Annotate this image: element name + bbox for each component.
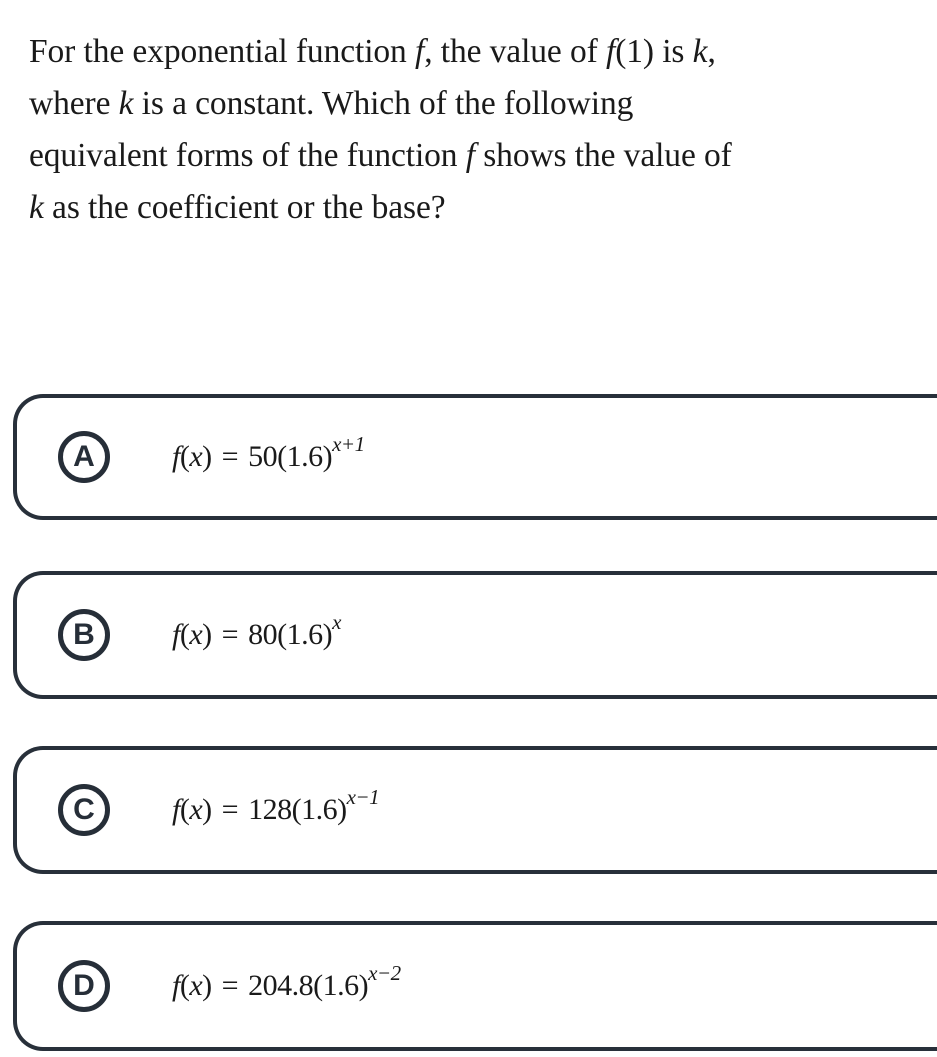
formula-paren: (: [179, 440, 190, 473]
question-line-1: [29, 26, 909, 78]
question-line-4: [29, 182, 909, 234]
question-text-segment: equivalent forms of the function: [29, 137, 466, 174]
question-text-segment: is a constant. Which of the following: [133, 85, 634, 122]
question-text-segment: shows the value of: [474, 137, 732, 174]
formula-equals: =: [221, 618, 239, 651]
option-letter-c: C: [58, 784, 110, 836]
question-text-segment: as the coefficient or the base?: [43, 189, 446, 226]
answer-option-c[interactable]: [13, 746, 937, 874]
option-letter-d: D: [58, 960, 110, 1012]
question-text-segment: where: [29, 85, 119, 122]
question-text-segment: (1) is: [615, 33, 693, 70]
constant-symbol: k: [118, 85, 134, 122]
question-line-2: [29, 78, 909, 130]
formula-exponent: x−1: [346, 785, 380, 809]
constant-symbol: k: [692, 33, 708, 70]
formula-variable: x: [189, 440, 203, 473]
option-formula-b: [172, 610, 341, 652]
formula-variable: x: [189, 618, 203, 651]
formula-exponent: x+1: [332, 432, 365, 456]
function-symbol: f: [605, 33, 616, 70]
option-letter-b: B: [58, 609, 110, 661]
option-letter-a: A: [58, 431, 110, 483]
formula-equals: =: [221, 969, 239, 1002]
formula-exponent: x: [332, 610, 341, 634]
formula-paren: (: [179, 969, 190, 1002]
question-text: [29, 26, 909, 234]
answer-option-a[interactable]: [13, 394, 937, 520]
function-symbol: f: [414, 33, 425, 70]
formula-rhs: 50(1.6): [248, 440, 333, 473]
formula-paren: ): [202, 793, 212, 826]
question-text-segment: For the exponential function: [29, 33, 415, 70]
formula-function: f: [172, 618, 180, 651]
option-formula-d: [172, 961, 401, 1003]
formula-function: f: [172, 793, 180, 826]
option-formula-c: [172, 785, 380, 827]
formula-equals: =: [221, 793, 239, 826]
formula-paren: ): [202, 969, 212, 1002]
formula-function: f: [172, 969, 180, 1002]
question-text-segment: , the value of: [424, 33, 606, 70]
answer-option-b[interactable]: [13, 571, 937, 699]
formula-function: f: [172, 440, 180, 473]
formula-paren: (: [179, 618, 190, 651]
formula-exponent: x−2: [368, 961, 401, 985]
formula-rhs: 80(1.6): [248, 618, 333, 651]
constant-symbol: k: [29, 189, 44, 226]
answer-option-d[interactable]: [13, 921, 937, 1051]
question-line-3: [29, 130, 909, 182]
formula-equals: =: [221, 440, 239, 473]
formula-rhs: 204.8(1.6): [248, 969, 369, 1002]
question-text-segment: ,: [707, 33, 716, 70]
formula-variable: x: [189, 793, 203, 826]
option-formula-a: [172, 432, 365, 474]
formula-variable: x: [189, 969, 203, 1002]
formula-paren: ): [202, 618, 212, 651]
function-symbol: f: [465, 137, 475, 174]
formula-paren: (: [179, 793, 190, 826]
formula-paren: ): [202, 440, 212, 473]
formula-rhs: 128(1.6): [248, 793, 347, 826]
